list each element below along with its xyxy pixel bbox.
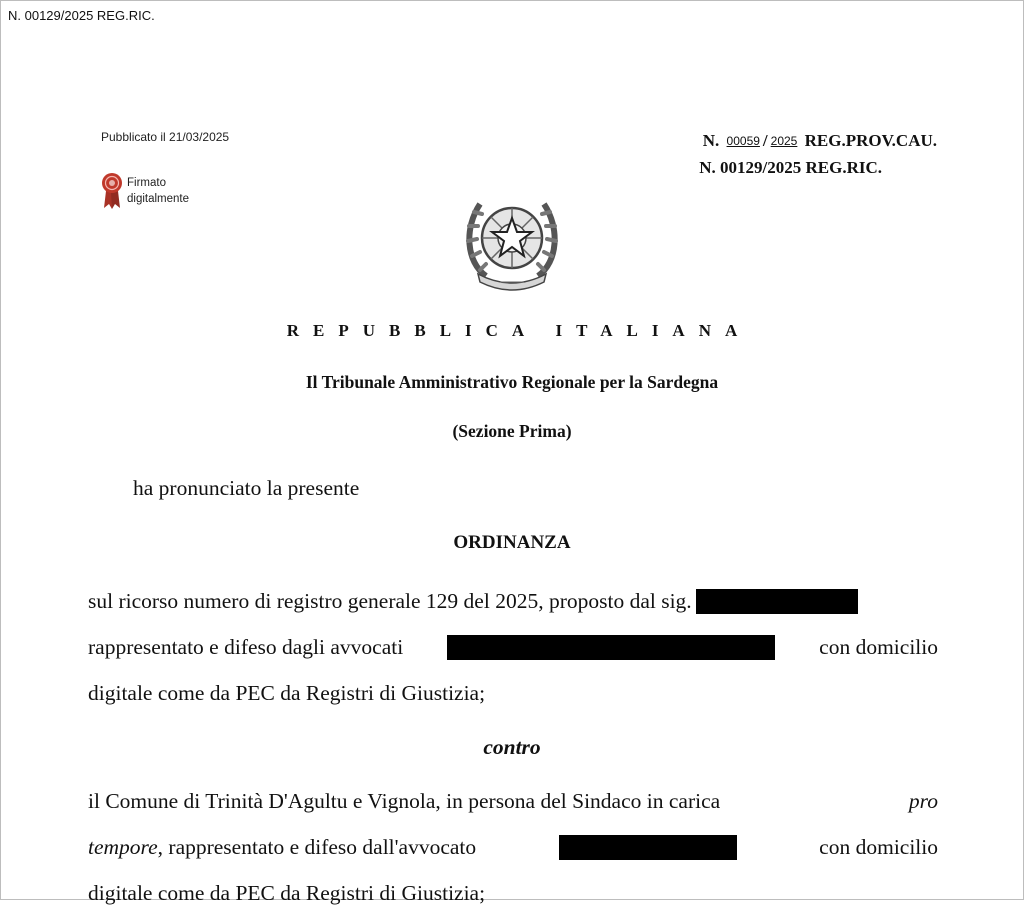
republic-heading: REPUBBLICA ITALIANA	[286, 321, 752, 340]
tribunal-heading: Il Tribunale Amministrativo Regionale per la Sardegna	[305, 372, 719, 392]
pro-text: pro	[908, 789, 938, 813]
comune-paragraph	[88, 778, 938, 916]
registry-numbers	[699, 128, 937, 180]
stamp-line-1: Firmato	[127, 177, 166, 189]
comune-text: il Comune di Trinità D'Agultu e Vignola, in persona del Sindaco in carica	[88, 789, 721, 813]
redaction-bar	[447, 635, 775, 660]
publication-date: Pubblicato il 21/03/2025	[101, 130, 230, 144]
provision-suffix: REG.PROV.CAU.	[804, 131, 937, 150]
stamp-line-2: digitalmente	[127, 193, 190, 205]
redaction-bar	[696, 589, 858, 614]
ric-number-line: N. 00129/2025 REG.RIC.	[699, 158, 882, 177]
domicile-text: con domicilio	[819, 835, 938, 859]
provision-year: 2025	[770, 134, 798, 148]
ricorso-paragraph	[88, 578, 938, 716]
paragraph-line	[88, 624, 938, 670]
paragraph-line	[88, 870, 938, 916]
provision-number: 00059	[726, 134, 760, 148]
italian-republic-emblem-icon	[460, 184, 564, 296]
redaction-bar	[559, 835, 737, 860]
digital-signature-seal-icon	[101, 172, 123, 210]
ricorso-text: sul ricorso numero di registro generale 129 del 2025, proposto dal sig.	[88, 589, 692, 613]
pec-text: digitale come da PEC da Registri di Giustizia;	[88, 881, 486, 905]
ordinanza-heading: ORDINANZA	[453, 532, 571, 553]
provision-number-line	[699, 128, 937, 155]
paragraph-line	[88, 578, 938, 624]
lawyers-text: rappresentato e difeso dagli avvocati	[88, 635, 404, 659]
section-heading: (Sezione Prima)	[452, 421, 572, 441]
domicile-text: con domicilio	[819, 635, 938, 659]
document-header-reg-number: N. 00129/2025 REG.RIC.	[8, 8, 155, 23]
paragraph-line	[88, 824, 938, 870]
intro-text: ha pronunciato la presente	[133, 476, 360, 500]
digital-signature-stamp	[101, 172, 189, 210]
contro-heading: contro	[483, 735, 541, 759]
lawyer-text: , rappresentato e difeso dall'avvocato	[157, 835, 477, 859]
pec-text: digitale come da PEC da Registri di Giustizia;	[88, 681, 486, 705]
paragraph-line	[88, 670, 938, 716]
n-label: N.	[702, 131, 720, 150]
slash: /	[762, 131, 768, 150]
tempore-text: tempore	[88, 835, 158, 859]
paragraph-line	[88, 778, 938, 824]
